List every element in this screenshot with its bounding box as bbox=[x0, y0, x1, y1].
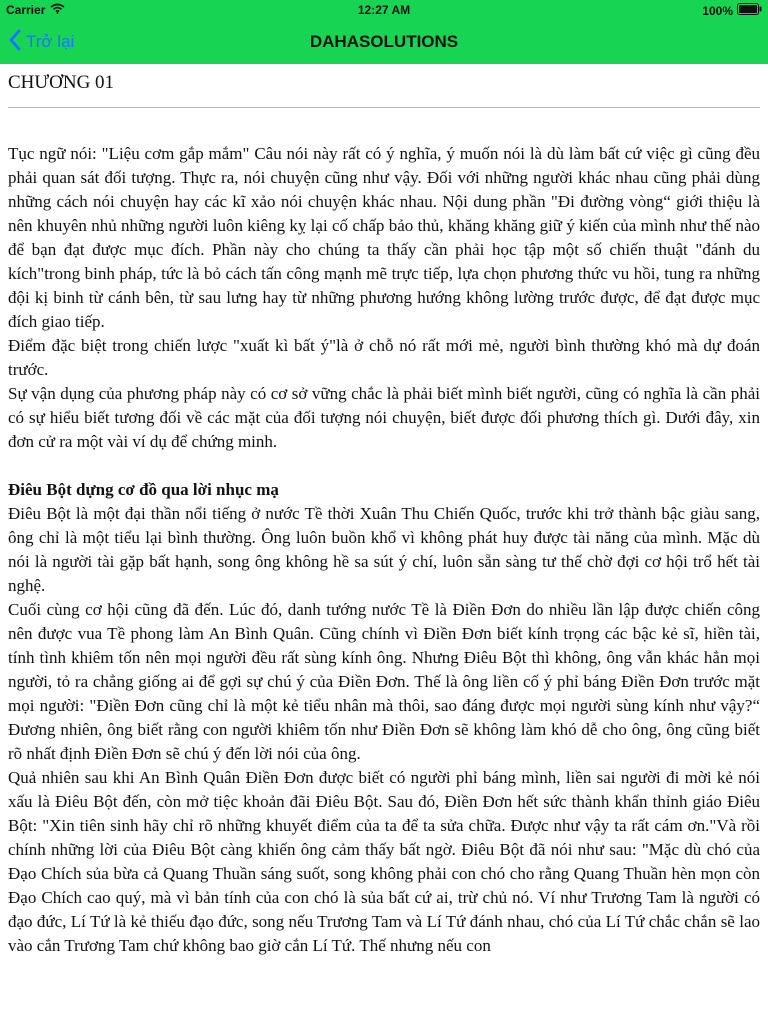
intro-paragraph-2: Điểm đặc biệt trong chiến lược "xuất kì bất ý"là ở chỗ nó rất mới mẻ, người bình thường khó mà dự đoán trước. bbox=[8, 336, 760, 379]
section-paragraph-3: Quả nhiên sau khi An Bình Quân Điền Đơn được biết có người phỉ báng mình, liền sai người đi mời kẻ nói xấu là Điêu Bột đến, còn mở tiệc khoản đãi Điêu Bột. Sau đó, Điền Đơn hết sức thành khẩn thỉnh giáo Điêu Bột: "Xin tiên sinh hãy chỉ rõ những khuyết điểm của ta để ta sửa chữa. Được như vậy ta rất cám ơn."Và rồi chính những lời của Điêu Bột càng khiến ông cảm thấy bất ngờ. Điêu Bột đã nói như sau: "Mặc dù chó của Đạo Chích sủa bừa cả Quang Thuần sáng suốt, song không phải con chó cho rằng Quang Thuần hèn mọn còn Đạo Chích cao quý, mà vì bản tính của con chó là sủa bất cứ ai, trừ chủ nó. Ví như Trương Tam là người có đạo đức, Lí Tứ là kẻ thiếu đạo đức, song nếu Trương Tam và Lí Tứ đánh nhau, chó của Lí Tứ chắc chắn sẽ lao vào cắn Trương Tam chứ không bao giờ cắn Lí Tứ. Thế nhưng nếu con bbox=[8, 768, 760, 955]
chapter-title: CHƯƠNG 01 bbox=[8, 72, 115, 93]
status-bar bbox=[0, 0, 768, 20]
section-paragraph-1: Điêu Bột là một đại thần nổi tiếng ở nước Tề thời Xuân Thu Chiến Quốc, trước khi trở thành bậc giàu sang, ông chỉ là một tiểu lại bình thường. Ông luôn buồn khổ vì không phát huy được tài năng của mình. Mặc dù nói là người tài gặp bất hạnh, song ông không hề sa sút ý chí, luôn sẵn sàng tư thế chờ đợi cơ hội trổ hết tài nghệ. bbox=[8, 504, 760, 595]
title-divider bbox=[8, 107, 760, 108]
status-right bbox=[702, 3, 762, 18]
carrier-label: Carrier bbox=[6, 3, 46, 17]
battery-percent: 100% bbox=[702, 3, 733, 18]
status-time: 12:27 AM bbox=[357, 3, 411, 17]
section-paragraph-2: Cuối cùng cơ hội cũng đã đến. Lúc đó, danh tướng nước Tề là Điền Đơn do nhiều lần lập được chiến công nên được vua Tề phong làm An Bình Quân. Cũng chính vì Điền Đơn biết kính trọng các bậc kẻ sĩ, hiền tài, tính tình khiêm tốn nên mọi người đều rất sùng kính ông. Nhưng Điêu Bột thì không, ông vẫn khác hẳn mọi người, tỏ ra chẳng giống ai để gợi sự chú ý của Điền Đơn. Thế là ông liền cố ý phỉ báng Điền Đơn trước mặt mọi người: "Điền Đơn cũng chỉ là một kẻ tiểu nhân mà thôi, sao đáng được mọi người sùng kính như vậy?“ Đương nhiên, ông biết rằng con người khiêm tốn như Điền Đơn sẽ không làm khó dễ cho ông, ông cũng biết rõ nhất định Điền Đơn sẽ chú ý đến lời nói của ông. bbox=[8, 600, 760, 763]
nav-title: DAHASOLUTIONS bbox=[309, 32, 459, 51]
intro-paragraph-3: Sự vận dụng của phương pháp này có cơ sở vững chắc là phải biết mình biết người, cũng có nghĩa là cần phải có sự hiểu biết tương đối về các mặt của đối tượng nói chuyện, biết được đối phương thích gì. Dưới đây, xin đơn cử ra một vài ví dụ để chứng minh. bbox=[8, 384, 760, 451]
reading-content[interactable] bbox=[0, 64, 768, 1024]
back-button-label: Trở lại bbox=[26, 32, 75, 51]
article-body bbox=[8, 142, 760, 958]
battery-icon bbox=[737, 3, 762, 18]
top-bar bbox=[0, 0, 768, 64]
paragraph-spacer bbox=[8, 454, 760, 478]
navigation-bar bbox=[0, 20, 768, 64]
section-heading: Điêu Bột dựng cơ đồ qua lời nhục mạ bbox=[8, 480, 279, 499]
intro-paragraph-1: Tục ngữ nói: "Liệu cơm gắp mắm" Câu nói này rất có ý nghĩa, ý muốn nói là dù làm bất cứ việc gì cũng đều phải quan sát đối tượng. Thực ra, nói chuyện cũng như vậy. Đối với những người khác nhau cũng phải dùng những cách nói chuyện hay các kĩ xảo nói chuyện khác nhau. Nội dung phần "Đi đường vòng“ giới thiệu là nên khuyên nhủ những người luôn kiêng kỵ lại cố chấp bảo thủ, khăng khăng giữ ý kiến của mình như thế nào để bạn đạt được mục đích. Phần này cho chúng ta thấy cần phải học tập một số chiến thuật "đánh du kích"trong binh pháp, tức là bỏ cách tấn công mạnh mẽ trực tiếp, lựa chọn phương thức vu hồi, tung ra những đội kị binh từ cánh bên, từ sau lưng hay từ những phương hướng không lường trước được, để đạt được mục đích giao tiếp. bbox=[8, 144, 760, 331]
